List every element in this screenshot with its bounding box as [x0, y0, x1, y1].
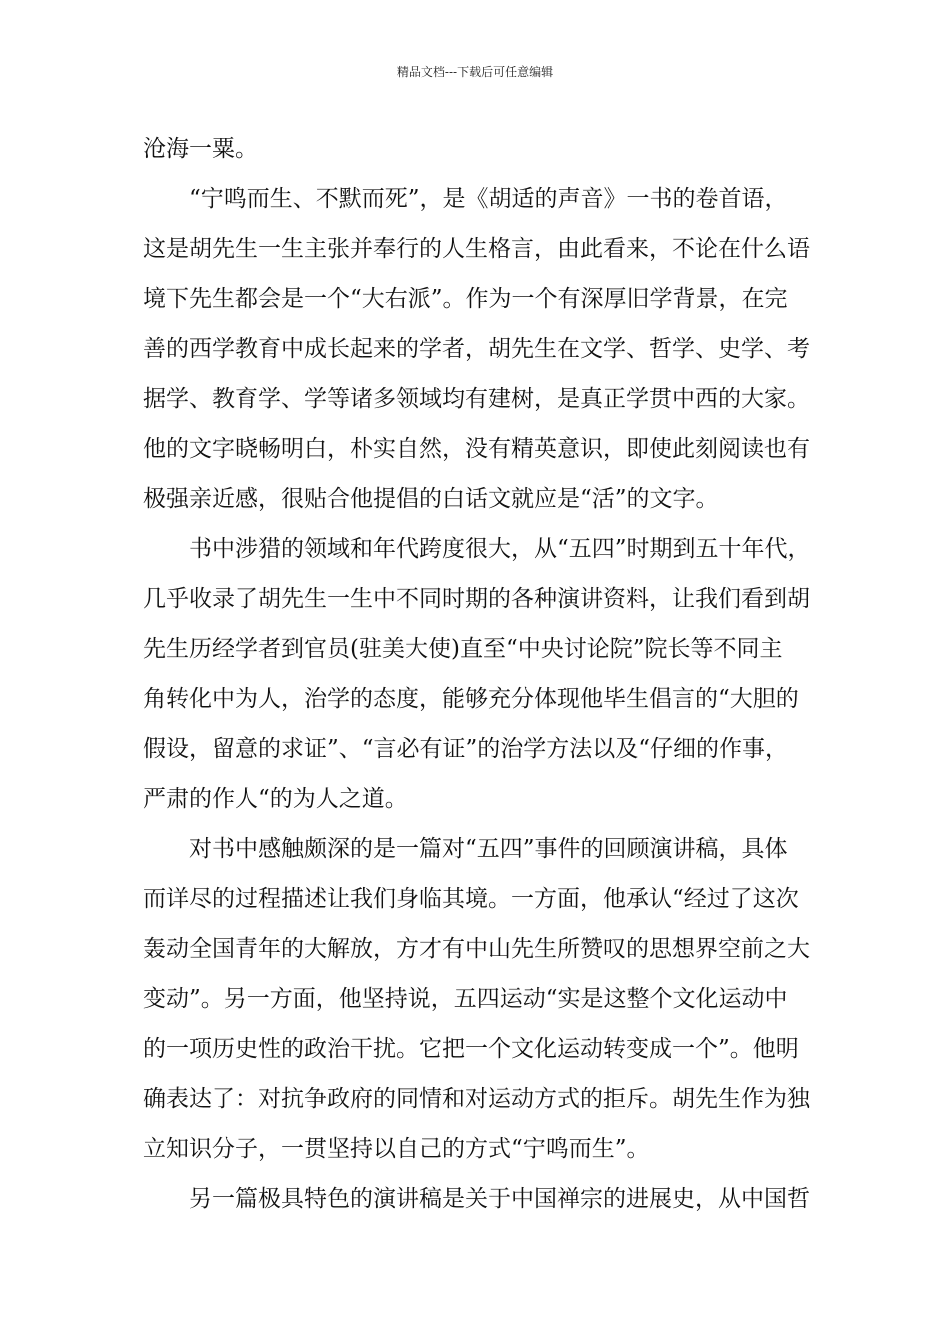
- text-line: 善的西学教育中成长起来的学者，胡先生在文学、哲学、史学、考: [143, 336, 810, 362]
- text-line: 而详尽的过程描述让我们身临其境。一方面，他承认“经过了这次: [143, 886, 799, 912]
- text-line: 对书中感触颇深的是一篇对“五四”事件的回顾演讲稿，具体: [189, 836, 788, 862]
- text-line: 另一篇极具特色的演讲稿是关于中国禅宗的进展史，从中国哲: [189, 1186, 810, 1212]
- text-line: 先生历经学者到官员(驻美大使)直至“中央讨论院”院长等不同主: [143, 636, 783, 662]
- text-line: 极强亲近感，很贴合他提倡的白话文就应是“活”的文字。: [143, 486, 719, 512]
- text-line: 角转化中为人，治学的态度，能够充分体现他毕生倡言的“大胆的: [143, 686, 799, 712]
- text-line: 立知识分子，一贯坚持以自己的方式“宁鸣而生”。: [143, 1136, 650, 1162]
- text-line: 严肃的作人“的为人之道。: [143, 786, 408, 812]
- text-line: 据学、教育学、学等诸多领域均有建树，是真正学贯中西的大家。: [143, 386, 810, 412]
- text-line: 确表达了：对抗争政府的同情和对运动方式的拒斥。胡先生作为独: [143, 1086, 810, 1112]
- text-line: 这是胡先生一生主张并奉行的人生格言，由此看来，不论在什么语: [143, 236, 810, 262]
- text-line: 境下先生都会是一个“大右派”。作为一个有深厚旧学背景，在完: [143, 286, 788, 312]
- text-line: 假设，留意的求证”、“言必有证”的治学方法以及“仔细的作事，: [143, 736, 789, 762]
- text-line: 变动”。另一方面，他坚持说，五四运动“实是这整个文化运动中: [143, 986, 788, 1012]
- text-line: “宁鸣而生、不默而死”，是《胡适的声音》一书的卷首语，: [189, 186, 788, 212]
- text-line: 书中涉猎的领域和年代跨度很大，从“五四”时期到五十年代，: [189, 536, 811, 562]
- text-line: 几乎收录了胡先生一生中不同时期的各种演讲资料，让我们看到胡: [143, 586, 810, 612]
- text-line: 他的文字晓畅明白，朴实自然，没有精英意识，即使此刻阅读也有: [143, 436, 810, 462]
- text-line: 沧海一粟。: [143, 136, 258, 162]
- page-header: 精品文档---下载后可任意编辑: [396, 65, 554, 79]
- text-line: 的一项历史性的政治干扰。它把一个文化运动转变成一个”。他明: [143, 1036, 799, 1062]
- text-line: 轰动全国青年的大解放，方才有中山先生所赞叹的思想界空前之大: [143, 936, 810, 962]
